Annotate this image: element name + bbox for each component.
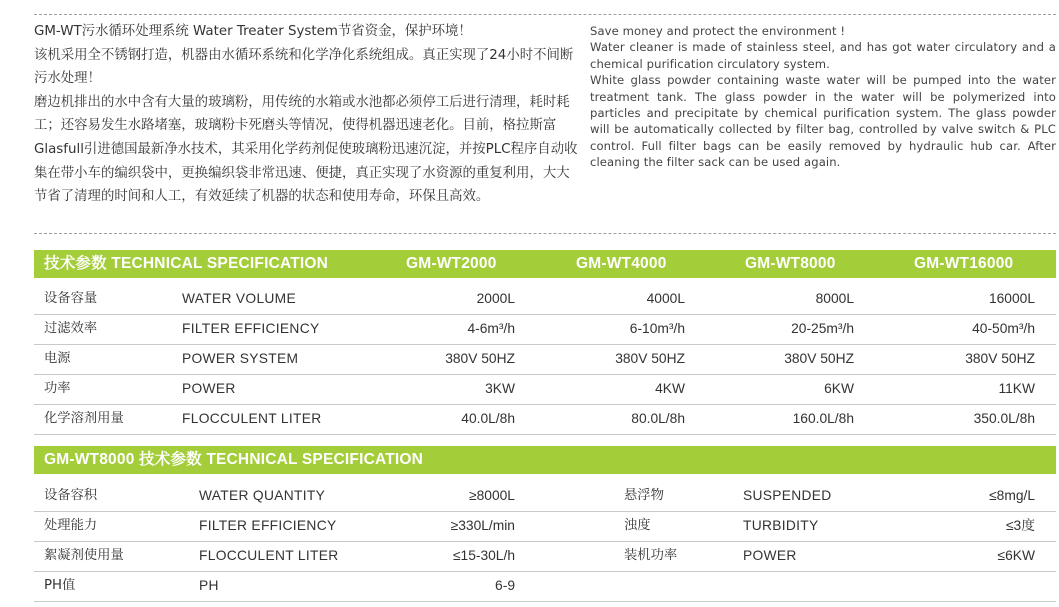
value-cell: 80.0L/8h [631, 411, 685, 426]
row-label-cn: 功率 [44, 381, 71, 396]
intro-cn-line-3: 磨边机排出的水中含有大量的玻璃粉，用传统的水箱或水池都必须停工后进行清理，耗时耗工；还容易发生水路堵塞，玻璃粉卡死磨头等情况，使得机器迅速老化。目前，格拉斯富Glasfull引进德国最新净水技术，其采用化学药剂促使玻璃粉迅速沉淀，并按PLC程序自动收集在带小车的编织袋中，更换编织袋非常迅速、便捷，真正实现了水资源的重复利用，大大节省了清理的时间和人工，有效延续了机器的状态和使用寿命，环保且高效。 [34, 94, 578, 205]
value-cell: 4KW [655, 381, 685, 396]
value-cell-right: ≤6KW [997, 548, 1035, 563]
intro-english-text [590, 23, 1056, 171]
value-cell: 40.0L/8h [461, 411, 515, 426]
table-row [34, 512, 1056, 542]
row-label-en: WATER VOLUME [182, 291, 296, 306]
value-cell: 380V 50HZ [445, 351, 515, 366]
row-label-en-right: SUSPENDED [743, 488, 832, 503]
spec-table-header [34, 250, 1056, 278]
row-label-en: FILTER EFFICIENCY [199, 518, 337, 533]
value-cell: 40-50m³/h [972, 321, 1035, 336]
value-cell: 380V 50HZ [784, 351, 854, 366]
value-cell: ≥330L/min [450, 518, 515, 533]
table-row [34, 482, 1056, 512]
value-cell: 3KW [485, 381, 515, 396]
model-spec-header [34, 446, 1056, 474]
value-cell: 6-10m³/h [629, 321, 685, 336]
row-label-en-right: POWER [743, 548, 797, 563]
middle-dotted-divider [34, 233, 1056, 234]
value-cell: 380V 50HZ [615, 351, 685, 366]
value-cell: 350.0L/8h [973, 411, 1035, 426]
intro-en-line-3: White glass powder containing waste water will be pumped into the water treatment tank. The glass powder in the water will be polymerized into particles and precipitate by chemical purification system. The glass powder will be automatically collected by filter bag, controlled by valve switch & PLC control. Full filter bags can be easily removed by hydraulic hub car. After cleaning the filter sack can be used again. [590, 73, 1056, 170]
value-cell: 8000L [815, 291, 854, 306]
row-label-cn-right: 浊度 [624, 518, 651, 533]
table-row [34, 375, 1056, 405]
row-label-cn: 电源 [44, 351, 71, 366]
row-label-en: FLOCCULENT LITER [199, 548, 339, 563]
row-label-en: FLOCCULENT LITER [182, 411, 322, 426]
value-cell: ≤15-30L/h [452, 548, 515, 563]
table-row [34, 542, 1056, 572]
row-label-cn: 设备容积 [44, 488, 98, 503]
row-label-cn: 过滤效率 [44, 321, 98, 336]
model-header-1: GM-WT2000 [406, 255, 497, 272]
intro-chinese-text [34, 20, 579, 209]
model-header-2: GM-WT4000 [576, 255, 667, 272]
row-label-cn: 处理能力 [44, 518, 98, 533]
intro-cn-line-2: 该机采用全不锈钢打造，机器由水循环系统和化学净化系统组成。真正实现了24小时不间断污水处理！ [34, 47, 574, 87]
value-cell: 16000L [988, 291, 1035, 306]
row-label-en: POWER [182, 381, 236, 396]
spec-table-title: 技术参数 TECHNICAL SPECIFICATION [44, 255, 329, 272]
intro-cn-line-1: GM-WT污水循环处理系统 Water Treater System节省资金，保护环境！ [34, 24, 472, 39]
row-label-cn: PH值 [44, 578, 76, 593]
intro-section [34, 20, 1056, 220]
top-dotted-divider [34, 14, 1056, 15]
table-row [34, 315, 1056, 345]
row-label-en: POWER SYSTEM [182, 351, 299, 366]
row-label-cn: 化学溶剂用量 [44, 411, 124, 426]
model-header-4: GM-WT16000 [914, 255, 1014, 272]
table-row [34, 572, 1056, 602]
row-label-en-right: TURBIDITY [743, 518, 819, 533]
model-spec-table [34, 482, 1056, 602]
model-header-3: GM-WT8000 [745, 255, 836, 272]
value-cell: 380V 50HZ [965, 351, 1035, 366]
spec-table [34, 285, 1056, 435]
table-row [34, 285, 1056, 315]
intro-en-line-1: Save money and protect the environment ! [590, 24, 846, 38]
value-cell: 20-25m³/h [791, 321, 854, 336]
row-label-cn: 絮凝剂使用量 [44, 548, 124, 563]
table-row [34, 405, 1056, 435]
value-cell-right: ≤8mg/L [989, 488, 1035, 503]
value-cell: 6-9 [495, 578, 515, 593]
row-label-en: WATER QUANTITY [199, 488, 326, 503]
value-cell: 2000L [476, 291, 515, 306]
value-cell-right: ≤3度 [1005, 518, 1035, 533]
value-cell: ≥8000L [469, 488, 515, 503]
row-label-cn-right: 装机功率 [624, 548, 678, 563]
value-cell: 4-6m³/h [467, 321, 515, 336]
value-cell: 11KW [998, 381, 1035, 396]
model-spec-title: GM-WT8000 技术参数 TECHNICAL SPECIFICATION [44, 451, 424, 468]
intro-en-line-2: Water cleaner is made of stainless steel, and has got water circulatory and a chemical purification circulatory system. [590, 40, 1056, 71]
value-cell: 6KW [824, 381, 854, 396]
value-cell: 4000L [646, 291, 685, 306]
row-label-en: FILTER EFFICIENCY [182, 321, 320, 336]
table-row [34, 345, 1056, 375]
row-label-cn: 设备容量 [44, 291, 98, 306]
value-cell: 160.0L/8h [792, 411, 854, 426]
row-label-en: PH [199, 578, 219, 593]
row-label-cn-right: 悬浮物 [624, 488, 664, 503]
